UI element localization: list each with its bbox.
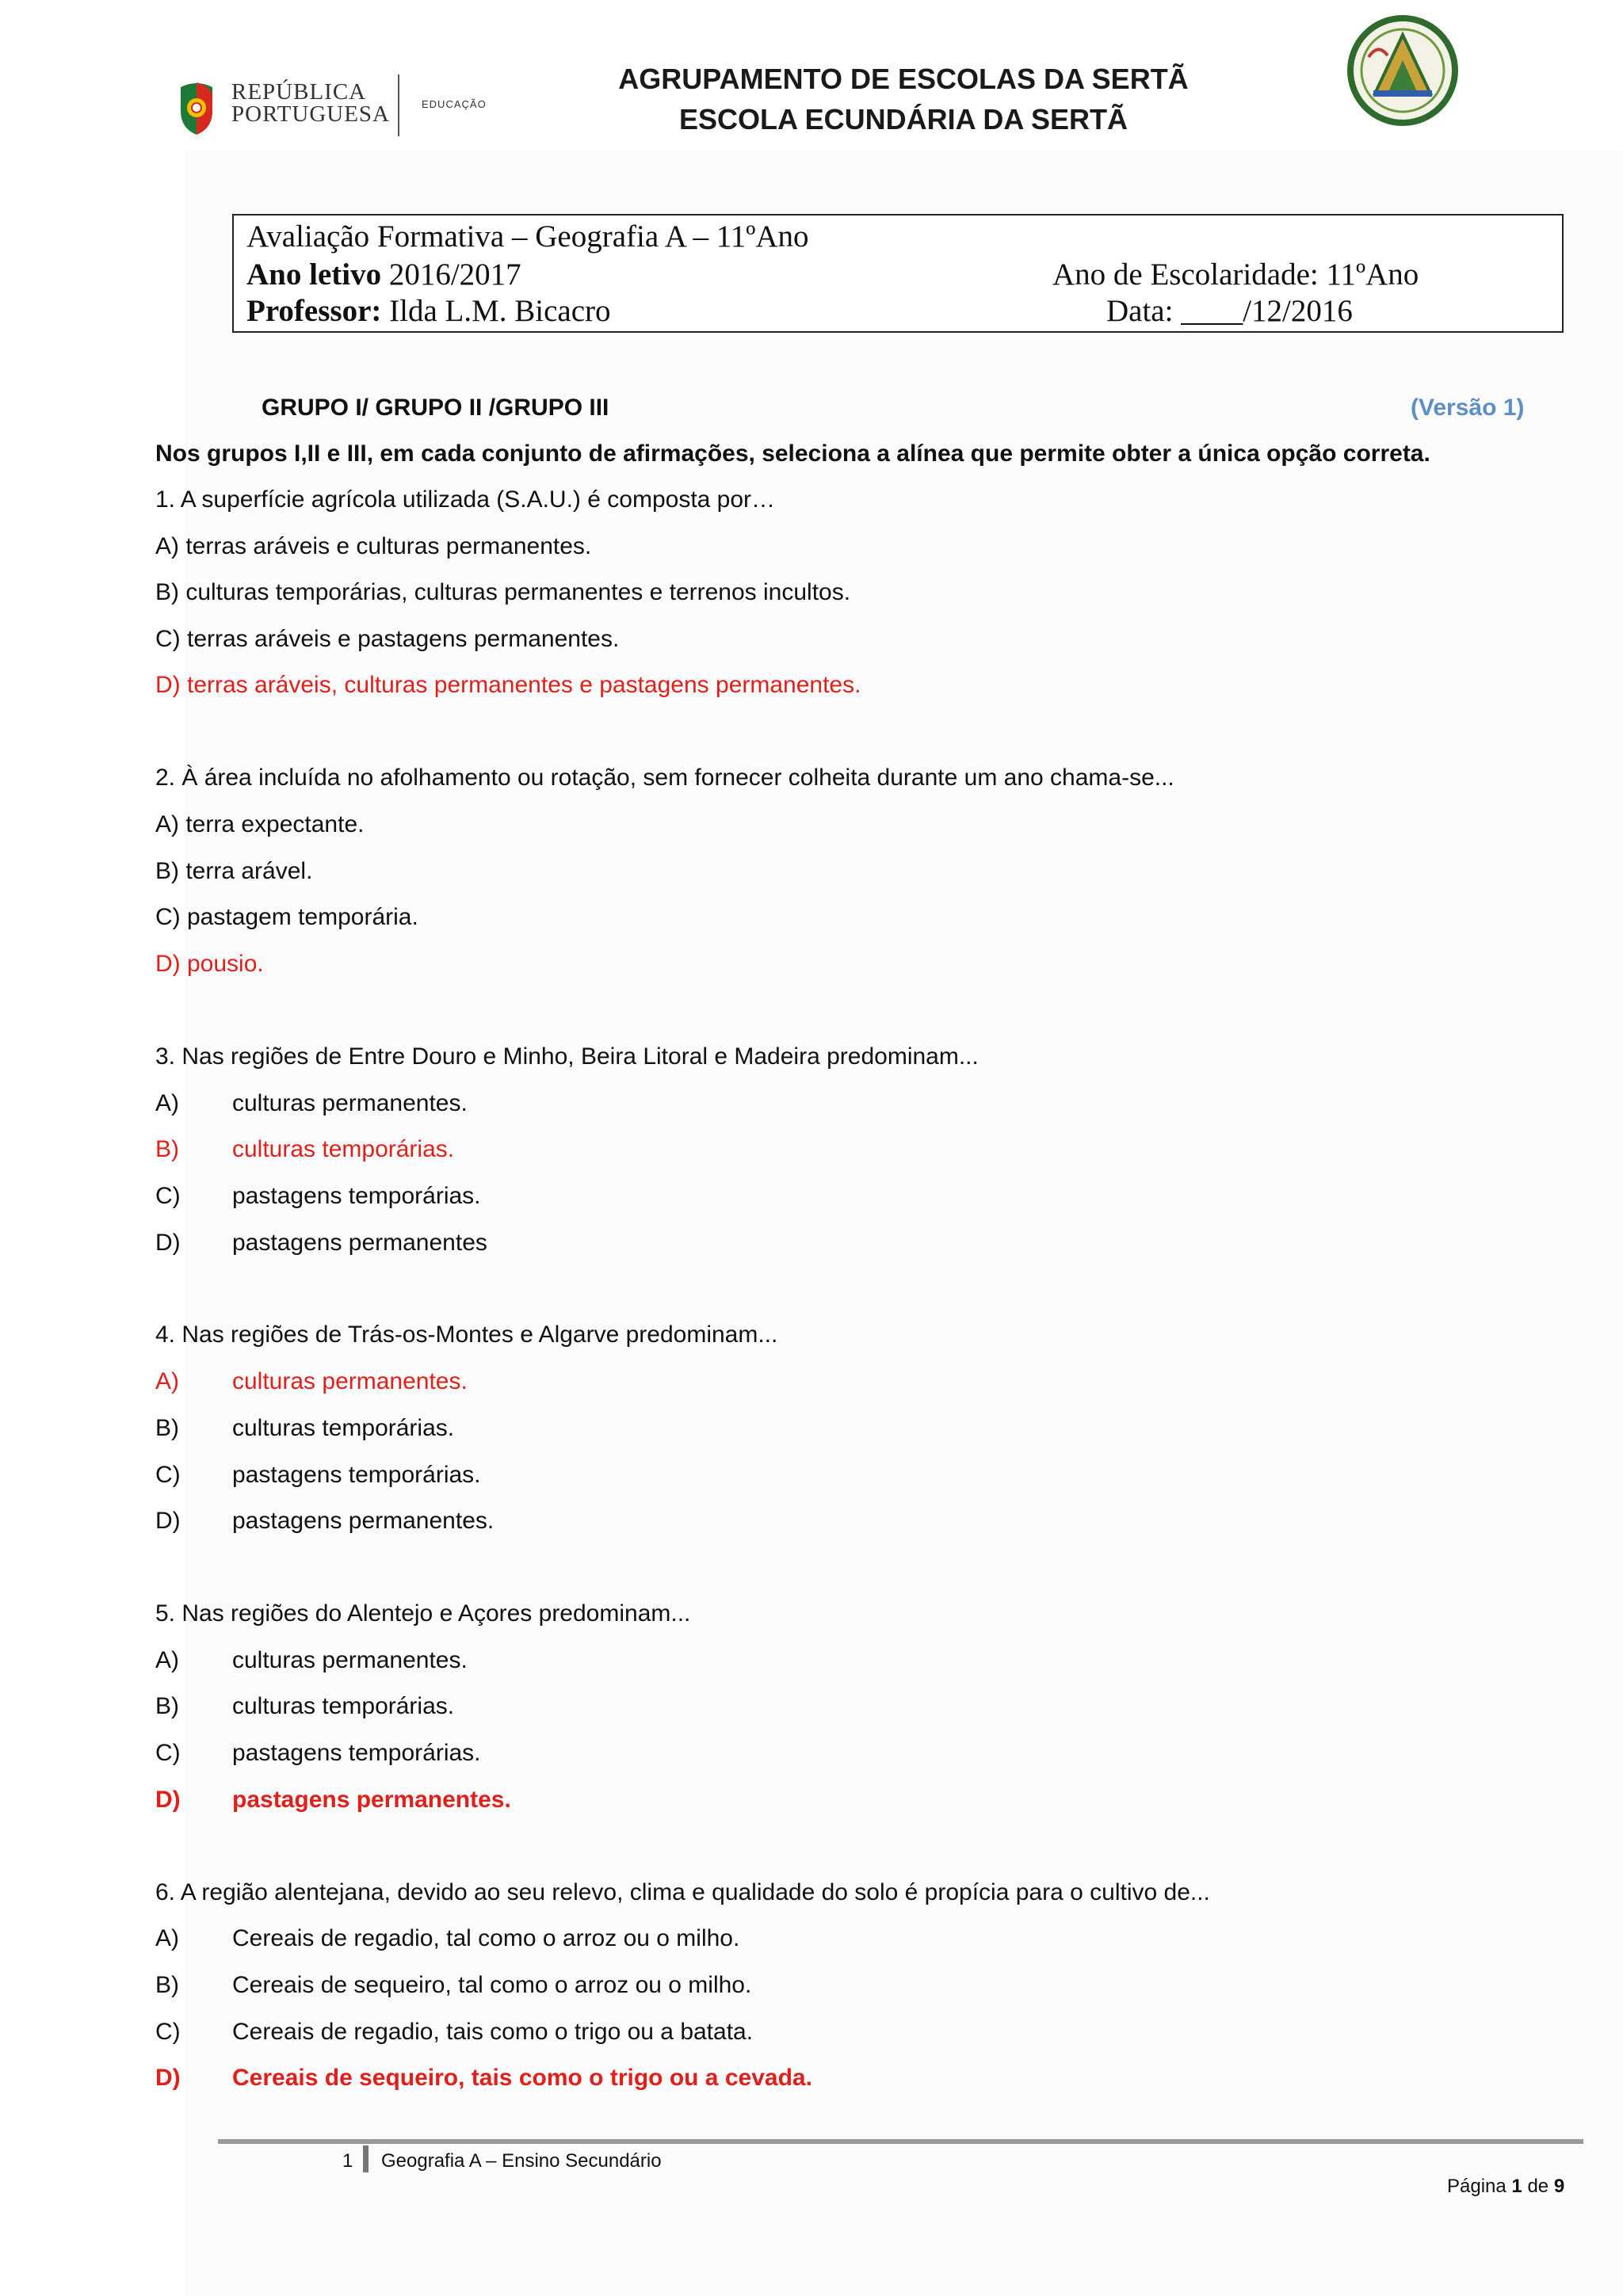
q5-option-c-letter: C) [155, 1740, 181, 1766]
instruction-text: Nos grupos I,II e III, em cada conjunto de afirmações, seleciona a alínea que permite obter a única opção correta. [155, 441, 1430, 467]
q6-option-c-letter: C) [155, 2019, 181, 2045]
q2-option-d-correct: D) pousio. [155, 951, 264, 977]
q3-option-a-letter: A) [155, 1090, 179, 1116]
exam-date: Data: ____/12/2016 [1106, 294, 1353, 328]
q6-option-b-text: Cereais de sequeiro, tal como o arroz ou o milho. [232, 1972, 752, 1998]
question-5: 5. Nas regiões do Alentejo e Açores predominam... [155, 1600, 691, 1627]
q2-option-b: B) terra arável. [155, 858, 313, 884]
question-4: 4. Nas regiões de Trás-os-Montes e Algarve predominam... [155, 1322, 778, 1348]
q5-option-c-text: pastagens temporárias. [232, 1740, 481, 1766]
professor-label: Professor: [246, 294, 382, 328]
groups-heading: GRUPO I/ GRUPO II /GRUPO III [262, 395, 609, 421]
q4-option-a-letter: A) [155, 1368, 179, 1394]
q1-option-a: A) terras aráveis e culturas permanentes. [155, 533, 592, 559]
q4-option-d-letter: D) [155, 1508, 181, 1534]
school-year [246, 257, 521, 292]
school-crest-icon [1343, 11, 1462, 130]
professor [246, 293, 611, 329]
version-label: (Versão 1) [1411, 395, 1525, 421]
q6-option-b-letter: B) [155, 1972, 179, 1998]
logo-divider [398, 74, 399, 136]
footer-subject: Geografia A – Ensino Secundário [381, 2150, 662, 2172]
q1-option-b: B) culturas temporárias, culturas permanentes e terrenos incultos. [155, 579, 851, 605]
q4-option-a-text-correct: culturas permanentes. [232, 1368, 468, 1394]
school-year-label: Ano letivo [246, 257, 382, 292]
q5-option-a-text: culturas permanentes. [232, 1647, 468, 1673]
q3-option-c-text: pastagens temporárias. [232, 1183, 481, 1209]
professor-name: Ilda L.M. Bicacro [389, 294, 611, 328]
q5-option-a-letter: A) [155, 1647, 179, 1673]
school-line-1: AGRUPAMENTO DE ESCOLAS DA SERTÃ [618, 63, 1189, 95]
question-6: 6. A região alentejana, devido ao seu relevo, clima e qualidade do solo é propícia para o cultivo de... [155, 1879, 1210, 1905]
q2-option-a: A) terra expectante. [155, 811, 365, 837]
exam-title: Avaliação Formativa – Geografia A – 11ºAno [246, 219, 809, 254]
q3-option-d-text: pastagens permanentes [232, 1230, 487, 1256]
q1-option-d-correct: D) terras aráveis, culturas permanentes e pastagens permanentes. [155, 672, 861, 698]
q1-option-c: C) terras aráveis e pastagens permanentes. [155, 626, 620, 652]
grade-level: Ano de Escolaridade: 11ºAno [1052, 257, 1419, 292]
q5-option-b-letter: B) [155, 1693, 179, 1719]
q4-option-c-text: pastagens temporárias. [232, 1462, 481, 1488]
q3-option-b-text-correct: culturas temporárias. [232, 1136, 455, 1162]
q3-option-b-letter: B) [155, 1136, 179, 1162]
footer-rule [218, 2139, 1583, 2144]
q4-option-b-letter: B) [155, 1415, 179, 1441]
question-2: 2. À área incluída no afolhamento ou rotação, sem fornecer colheita durante um ano chama-se... [155, 765, 1174, 791]
q5-option-b-text: culturas temporárias. [232, 1693, 455, 1719]
q2-option-c: C) pastagem temporária. [155, 904, 418, 930]
q3-option-d-letter: D) [155, 1230, 181, 1256]
question-1: 1. A superfície agrícola utilizada (S.A.U.) é composta por… [155, 486, 776, 513]
school-title [571, 59, 1236, 139]
q5-option-d-letter: D) [155, 1787, 181, 1813]
q6-option-c-text: Cereais de regadio, tais como o trigo ou a batata. [232, 2019, 754, 2045]
q6-option-a-letter: A) [155, 1925, 179, 1951]
republica-portuguesa-logo [176, 74, 493, 141]
q4-option-b-text: culturas temporárias. [232, 1415, 455, 1441]
q5-option-d-text-correct: pastagens permanentes. [232, 1787, 511, 1813]
school-line-2: ESCOLA ECUNDÁRIA DA SERTÃ [678, 103, 1128, 135]
footer-number: 1 [342, 2150, 353, 2172]
page-indicator: Página 1 de 9 [1447, 2176, 1565, 2197]
q4-option-d-text: pastagens permanentes. [232, 1508, 495, 1534]
q6-option-d-text-correct: Cereais de sequeiro, tais como o trigo ou a cevada. [232, 2065, 812, 2091]
exam-info-box [232, 214, 1564, 333]
q6-option-a-text: Cereais de regadio, tal como o arroz ou o milho. [232, 1925, 740, 1951]
question-3: 3. Nas regiões de Entre Douro e Minho, Beira Litoral e Madeira predominam... [155, 1043, 979, 1070]
q3-option-a-text: culturas permanentes. [232, 1090, 468, 1116]
portugal-emblem-icon [176, 79, 217, 136]
q4-option-c-letter: C) [155, 1462, 181, 1488]
school-year-value: 2016/2017 [388, 257, 521, 292]
republica-text: REPÚBLICA PORTUGUESA [231, 79, 391, 127]
educacao-label: EDUCAÇÃO [422, 98, 487, 110]
q6-option-d-letter: D) [155, 2065, 181, 2091]
footer-bar [363, 2145, 369, 2172]
q3-option-c-letter: C) [155, 1183, 181, 1209]
